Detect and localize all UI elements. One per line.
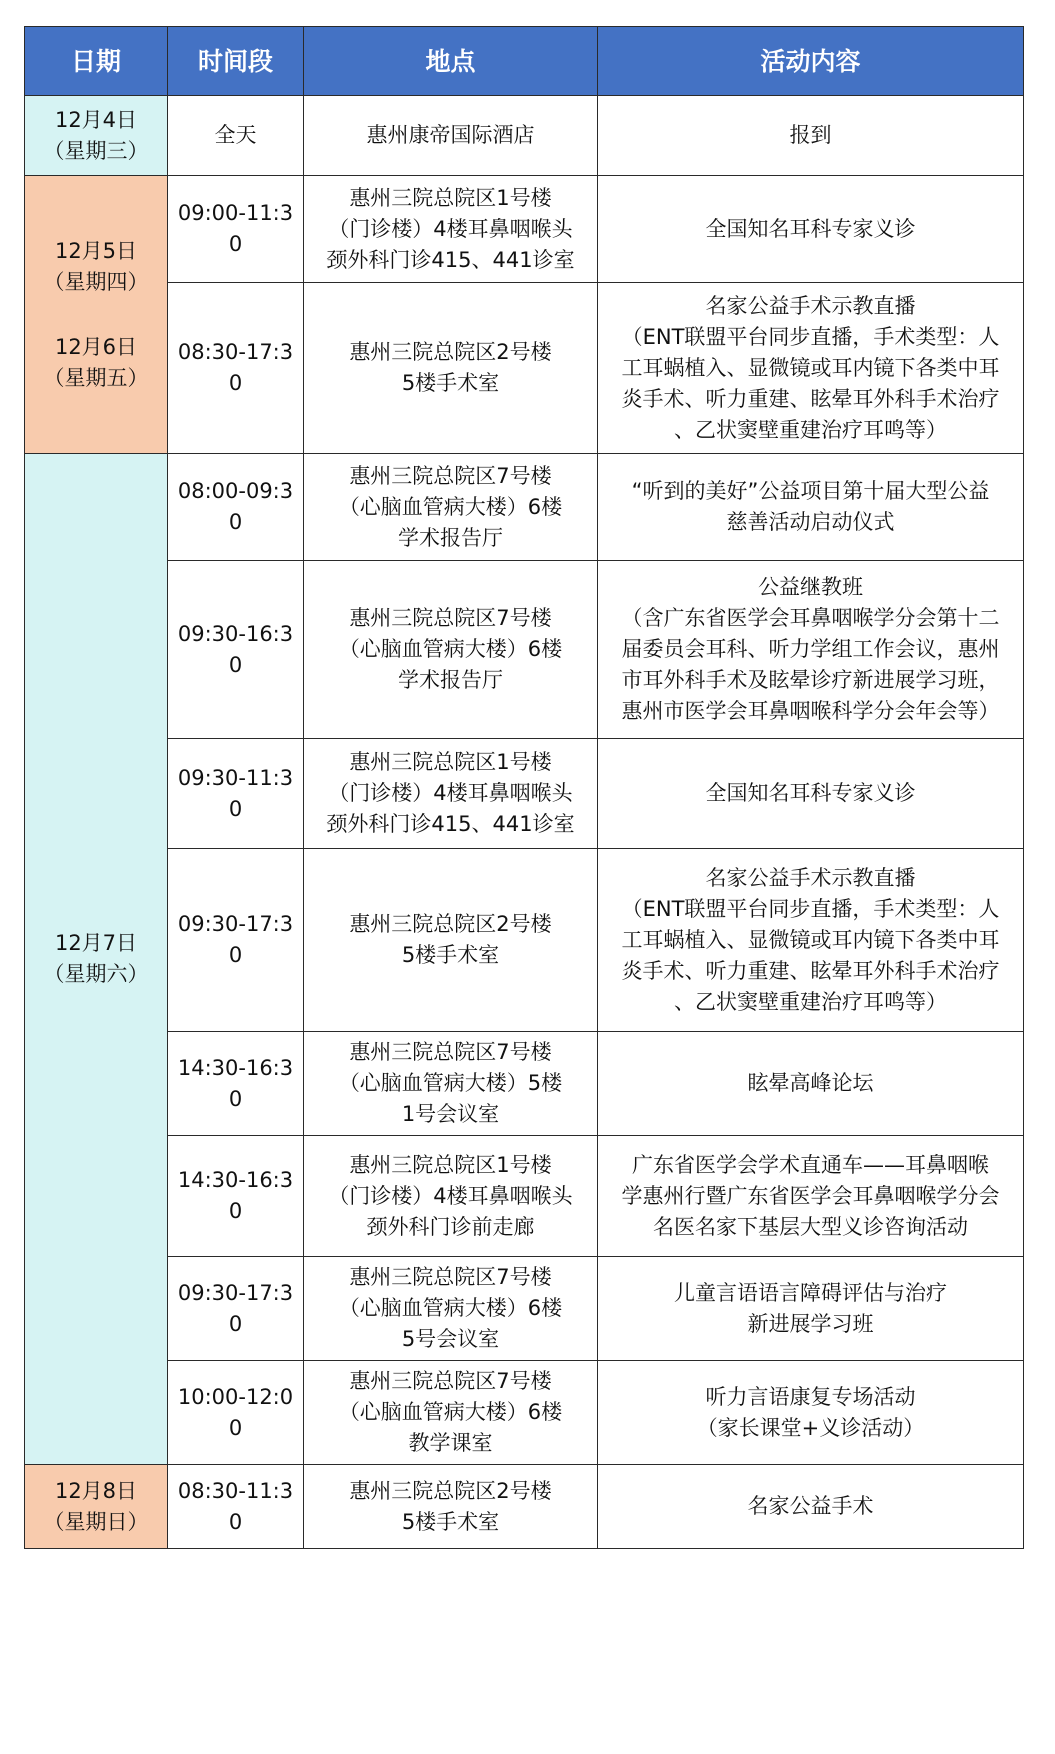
content-cell: 名家公益手术示教直播 （ENT联盟平台同步直播，手术类型：人 工耳蜗植入、显微镜或耳内镜下各类中耳 炎手术、听力重建、眩晕耳外科手术治疗 、乙状窦壁重建治疗耳鸣等） — [598, 283, 1024, 454]
content-cell: 广东省医学会学术直通车——耳鼻咽喉 学惠州行暨广东省医学会耳鼻咽喉学分会 名医名家下基层大型义诊咨询活动 — [598, 1136, 1024, 1257]
place-cell: 惠州三院总院区7号楼 （心脑血管病大楼）6楼 学术报告厅 — [304, 561, 598, 739]
place-cell: 惠州三院总院区2号楼 5楼手术室 — [304, 283, 598, 454]
content-cell: 全国知名耳科专家义诊 — [598, 739, 1024, 849]
place-cell: 惠州三院总院区1号楼 （门诊楼）4楼耳鼻咽喉头 颈外科门诊前走廊 — [304, 1136, 598, 1257]
table-row — [25, 283, 1024, 454]
time-cell: 09:30-17:30 — [168, 849, 304, 1032]
place-cell: 惠州三院总院区1号楼 （门诊楼）4楼耳鼻咽喉头 颈外科门诊415、441诊室 — [304, 739, 598, 849]
place-cell: 惠州三院总院区2号楼 5楼手术室 — [304, 1465, 598, 1549]
header-time: 时间段 — [168, 27, 304, 96]
content-cell: “听到的美好”公益项目第十届大型公益 慈善活动启动仪式 — [598, 454, 1024, 561]
time-cell: 09:30-11:30 — [168, 739, 304, 849]
header-row — [25, 27, 1024, 96]
header-place: 地点 — [304, 27, 598, 96]
date-cell: 12月5日 （星期四） 12月6日 （星期五） — [25, 176, 168, 454]
date-cell: 12月4日 （星期三） — [25, 96, 168, 176]
time-cell: 全天 — [168, 96, 304, 176]
table-row — [25, 454, 1024, 561]
time-cell: 08:30-11:30 — [168, 1465, 304, 1549]
table-row — [25, 1032, 1024, 1136]
place-cell: 惠州康帝国际酒店 — [304, 96, 598, 176]
table-row — [25, 1136, 1024, 1257]
schedule-table — [24, 26, 1024, 1549]
table-row — [25, 176, 1024, 283]
content-cell: 报到 — [598, 96, 1024, 176]
header-content: 活动内容 — [598, 27, 1024, 96]
time-cell: 10:00-12:00 — [168, 1361, 304, 1465]
time-cell: 09:00-11:30 — [168, 176, 304, 283]
time-cell: 08:00-09:30 — [168, 454, 304, 561]
place-cell: 惠州三院总院区1号楼 （门诊楼）4楼耳鼻咽喉头 颈外科门诊415、441诊室 — [304, 176, 598, 283]
content-cell: 听力言语康复专场活动 （家长课堂+义诊活动） — [598, 1361, 1024, 1465]
table-row — [25, 1361, 1024, 1465]
content-cell: 儿童言语语言障碍评估与治疗 新进展学习班 — [598, 1257, 1024, 1361]
content-cell: 眩晕高峰论坛 — [598, 1032, 1024, 1136]
content-cell: 名家公益手术 — [598, 1465, 1024, 1549]
table-row — [25, 1257, 1024, 1361]
place-cell: 惠州三院总院区7号楼 （心脑血管病大楼）6楼 教学课室 — [304, 1361, 598, 1465]
time-cell: 09:30-17:30 — [168, 1257, 304, 1361]
place-cell: 惠州三院总院区7号楼 （心脑血管病大楼）5楼 1号会议室 — [304, 1032, 598, 1136]
place-cell: 惠州三院总院区2号楼 5楼手术室 — [304, 849, 598, 1032]
time-cell: 14:30-16:30 — [168, 1032, 304, 1136]
time-cell: 14:30-16:30 — [168, 1136, 304, 1257]
content-cell: 名家公益手术示教直播 （ENT联盟平台同步直播，手术类型：人 工耳蜗植入、显微镜或耳内镜下各类中耳 炎手术、听力重建、眩晕耳外科手术治疗 、乙状窦壁重建治疗耳鸣等） — [598, 849, 1024, 1032]
table-row — [25, 849, 1024, 1032]
time-cell: 09:30-16:30 — [168, 561, 304, 739]
table-row — [25, 96, 1024, 176]
content-cell: 公益继教班 （含广东省医学会耳鼻咽喉学分会第十二 届委员会耳科、听力学组工作会议，惠州 市耳外科手术及眩晕诊疗新进展学习班， 惠州市医学会耳鼻咽喉科学分会年会等） — [598, 561, 1024, 739]
date-cell: 12月7日 （星期六） — [25, 454, 168, 1465]
content-cell: 全国知名耳科专家义诊 — [598, 176, 1024, 283]
header-date: 日期 — [25, 27, 168, 96]
table-row — [25, 739, 1024, 849]
place-cell: 惠州三院总院区7号楼 （心脑血管病大楼）6楼 学术报告厅 — [304, 454, 598, 561]
time-cell: 08:30-17:30 — [168, 283, 304, 454]
table-row — [25, 561, 1024, 739]
table-row — [25, 1465, 1024, 1549]
date-cell: 12月8日 （星期日） — [25, 1465, 168, 1549]
place-cell: 惠州三院总院区7号楼 （心脑血管病大楼）6楼 5号会议室 — [304, 1257, 598, 1361]
